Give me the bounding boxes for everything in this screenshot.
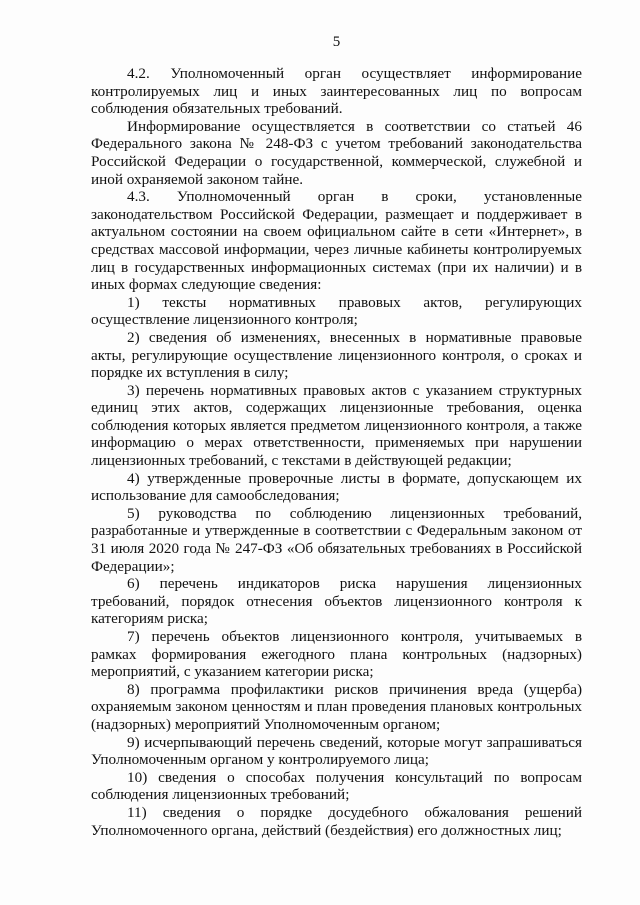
list-item-6: 6) перечень индикаторов риска нарушения лицензионных требований, порядок отнесения объектов лицензионного контроля к категориям риска; bbox=[91, 575, 582, 628]
list-item-3: 3) перечень нормативных правовых актов с указанием структурных единиц этих актов, содержащих лицензионные требования, оценка соблюдения которых является предметом лицензионного контроля, а также информацию о мерах ответственности, применяемых при нарушении лицензионных требований, с текстами в действующей редакции; bbox=[91, 381, 582, 470]
list-item-8: 8) программа профилактики рисков причинения вреда (ущерба) охраняемым законом ценностям и план проведения плановых контрольных (надзорных) мероприятий Уполномоченным органом; bbox=[91, 680, 582, 733]
list-item-11: 11) сведения о порядке досудебного обжалования решений Уполномоченного органа, действий (бездействия) его должностных лиц; bbox=[91, 803, 582, 839]
list-item-7: 7) перечень объектов лицензионного контроля, учитываемых в рамках формирования ежегодного плана контрольных (надзорных) мероприятий, с указанием категории риска; bbox=[91, 628, 582, 681]
list-item-1: 1) тексты нормативных правовых актов, регулирующих осуществление лицензионного контроля; bbox=[91, 293, 582, 329]
paragraph-informing: Информирование осуществляется в соответствии со статьей 46 Федерального закона № 248-ФЗ с учетом требований законодательства Российской Федерации о государственной, коммерческой, служебной и иной охраняемой законом тайне. bbox=[91, 117, 582, 188]
list-item-9: 9) исчерпывающий перечень сведений, которые могут запрашиваться Уполномоченным органом у контролируемого лица; bbox=[91, 733, 582, 769]
paragraph-4-3: 4.3. Уполномоченный орган в сроки, установленные законодательством Российской Федерации, размещает и поддерживает в актуальном состоянии на своем официальном сайте в сети «Интернет», в средствах массовой информации, через личные кабинеты контролируемых лиц в государственных информационных системах (при их наличии) и в иных формах следующие сведения: bbox=[91, 188, 582, 294]
page-number: 5 bbox=[332, 34, 341, 50]
paragraph-4-2: 4.2. Уполномоченный орган осуществляет информирование контролируемых лиц и иных заинтересованных лиц по вопросам соблюдения обязательных требований. bbox=[91, 65, 582, 118]
list-item-2: 2) сведения об изменениях, внесенных в нормативные правовые акты, регулирующие осуществление лицензионного контроля, о сроках и порядке их вступления в силу; bbox=[91, 328, 582, 382]
list-item-10: 10) сведения о способах получения консультаций по вопросам соблюдения лицензионных требований; bbox=[91, 768, 582, 804]
list-item-5: 5) руководства по соблюдению лицензионных требований, разработанные и утвержденные в соответствии с Федеральным законом от 31 июля 2020 года № 247-ФЗ «Об обязательных требованиях в Российской Федерации»; bbox=[91, 504, 582, 575]
list-item-4: 4) утвержденные проверочные листы в формате, допускающем их использование для самообследования; bbox=[91, 469, 582, 505]
